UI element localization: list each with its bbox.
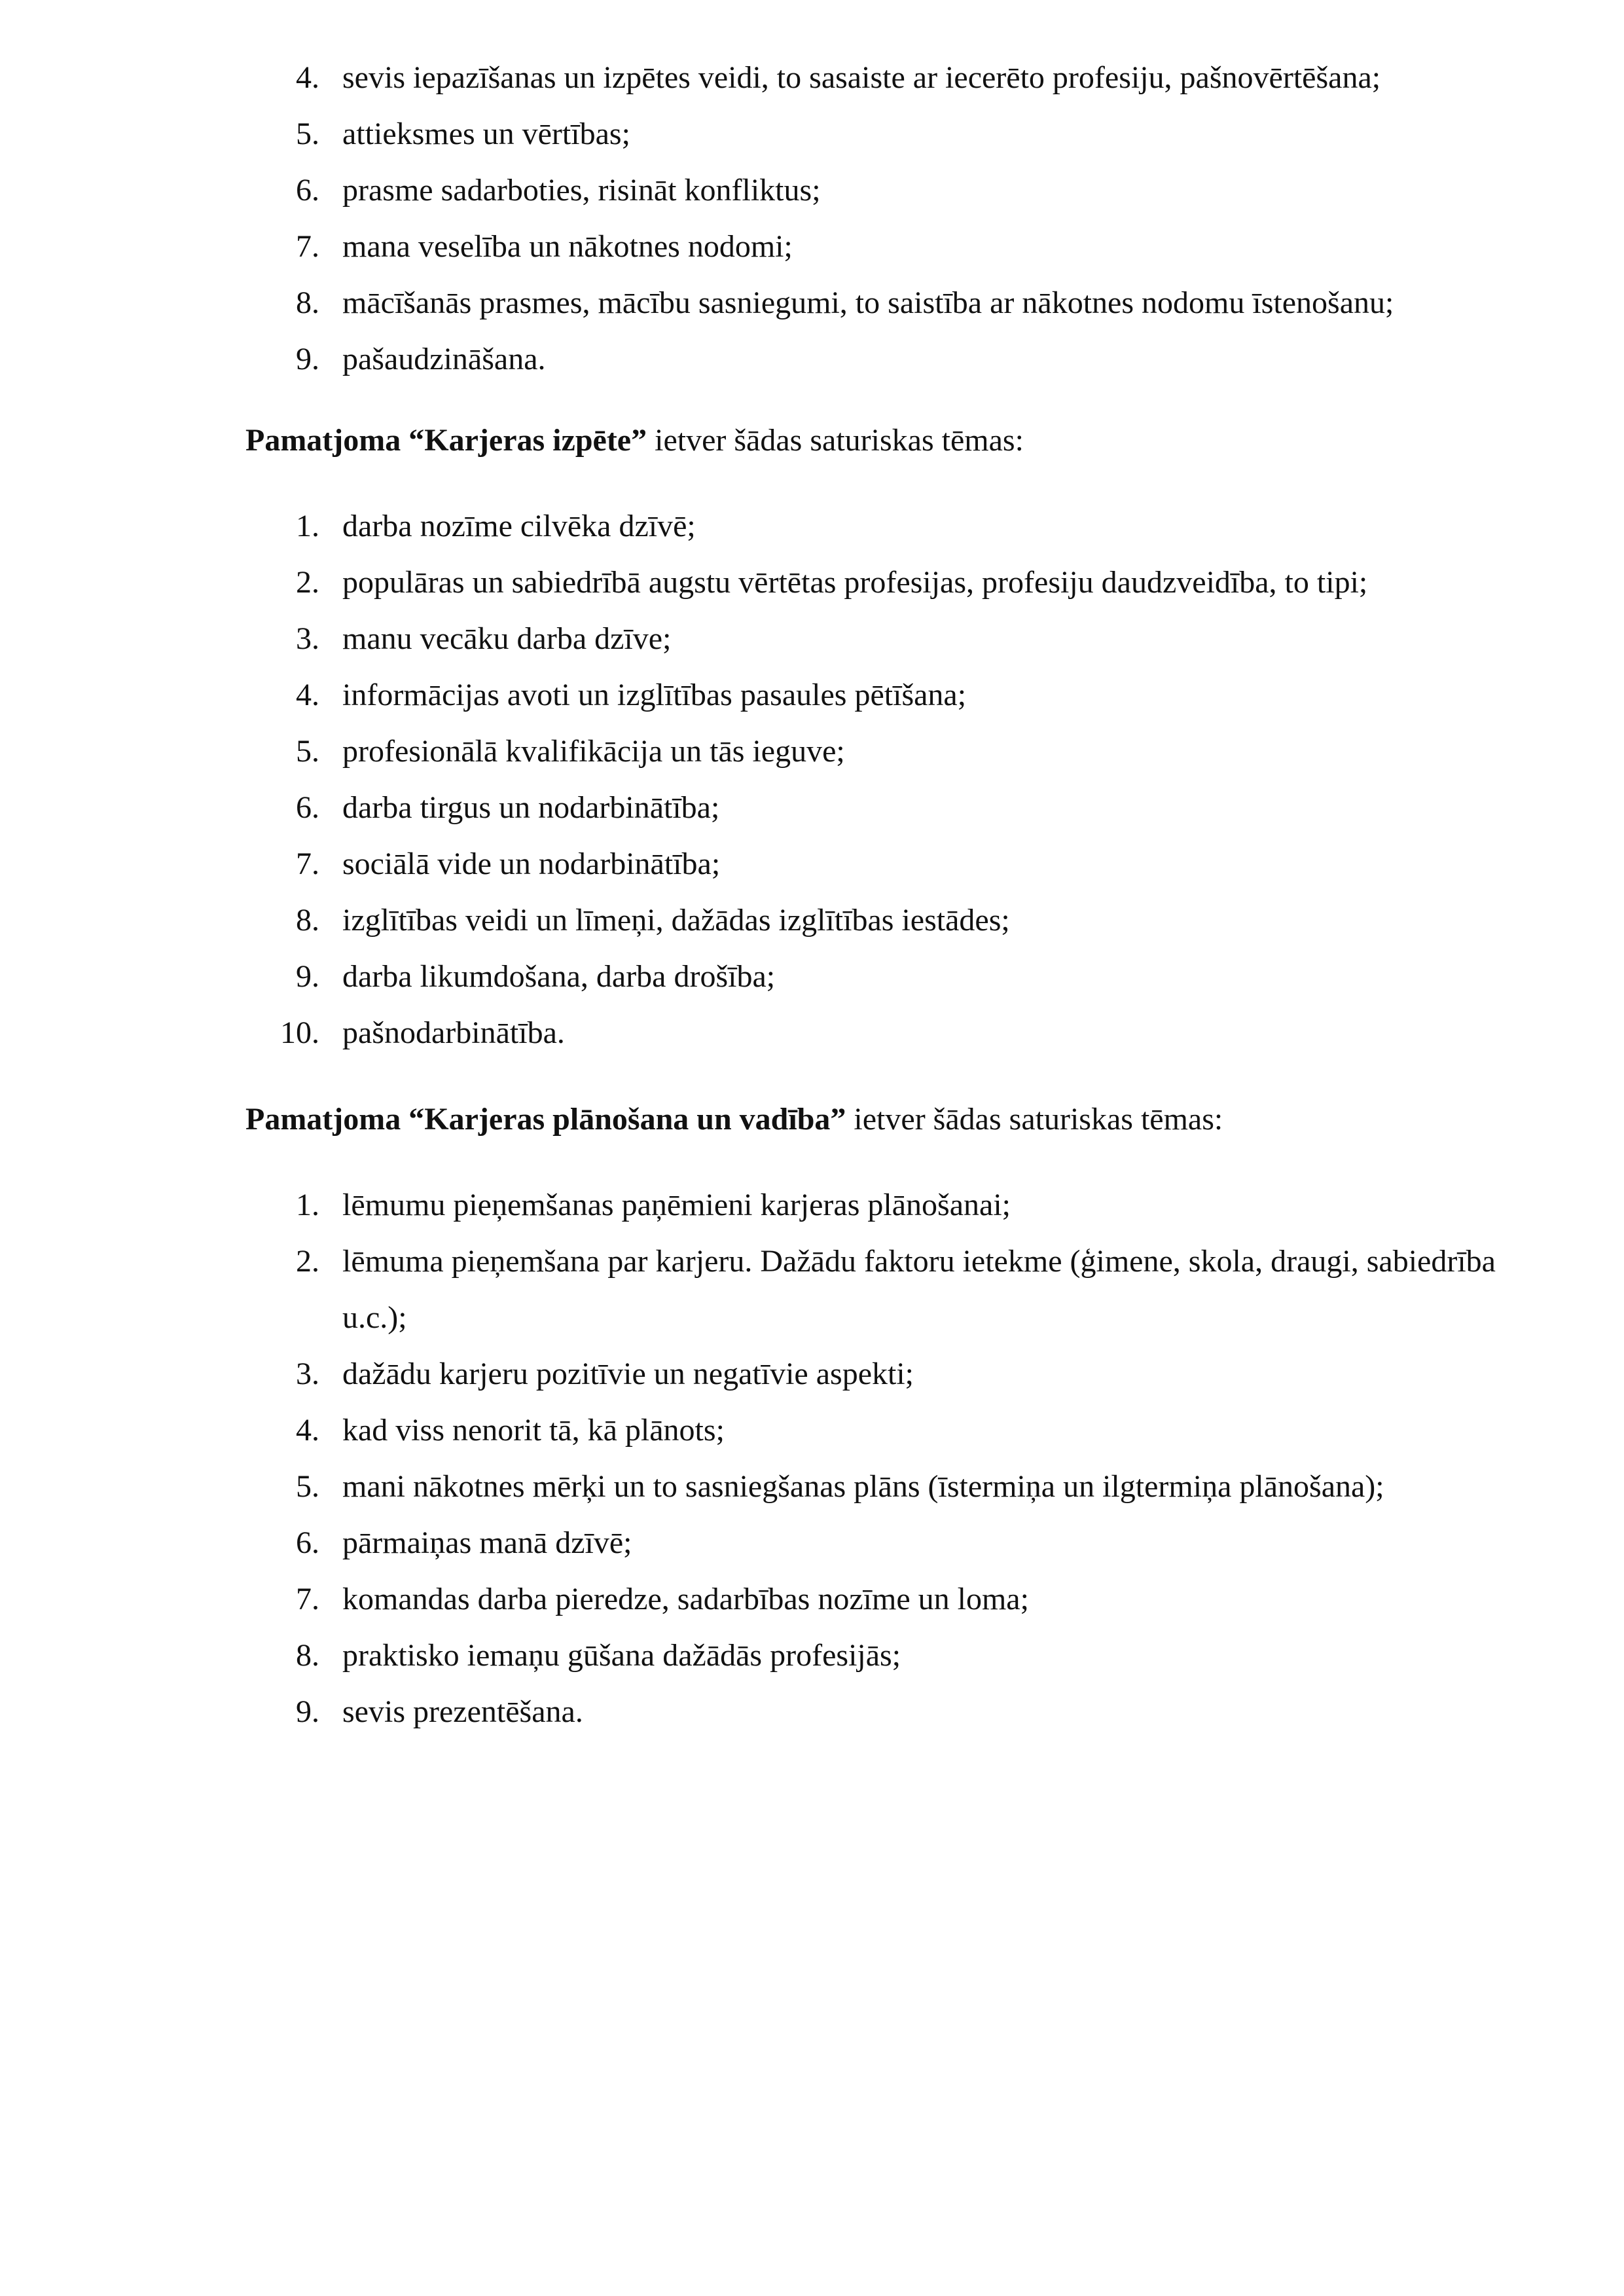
list-item — [0, 275, 1624, 331]
list-text: lēmumu pieņemšanas paņēmieni karjeras plānošanai; — [342, 1188, 1011, 1222]
list-item — [0, 331, 1624, 388]
list-text: izglītības veidi un līmeņi, dažādas izglītības iestādes; — [342, 903, 1010, 938]
list-text: sevis iepazīšanas un izpētes veidi, to sasaiste ar iecerēto profesiju, pašnovērtēšana; — [342, 60, 1381, 95]
list-text: prasme sadarboties, risināt konfliktus; — [342, 173, 821, 208]
list-text: manu vecāku darba dzīve; — [342, 621, 672, 656]
list-text: praktisko iemaņu gūšana dažādās profesijās; — [342, 1638, 901, 1673]
self-knowledge-list — [0, 50, 1624, 388]
list-item — [0, 162, 1624, 219]
list-item — [0, 836, 1624, 892]
list-item — [0, 1402, 1624, 1459]
list-text: kad viss nenorit tā, kā plānots; — [342, 1413, 725, 1448]
list-number: 6. — [296, 790, 319, 825]
list-text: pašnodarbinātība. — [342, 1015, 565, 1050]
list-number: 2. — [296, 565, 319, 600]
list-text: darba likumdošana, darba drošība; — [342, 959, 776, 994]
list-number: 8. — [296, 903, 319, 938]
heading-prefix: Pamatjoma — [245, 423, 409, 458]
list-item — [0, 611, 1624, 667]
list-item — [0, 1459, 1624, 1515]
list-text: informācijas avoti un izglītības pasaules pētīšana; — [342, 678, 967, 712]
list-item — [0, 780, 1624, 836]
list-text: mana veselība un nākotnes nodomi; — [342, 229, 793, 264]
list-number: 4. — [296, 678, 319, 712]
list-text: sevis prezentēšana. — [342, 1694, 583, 1729]
list-text: dažādu karjeru pozitīvie un negatīvie aspekti; — [342, 1357, 914, 1391]
list-number: 2. — [296, 1244, 319, 1279]
heading-suffix: ietver šādas saturiskas tēmas: — [647, 423, 1024, 458]
career-planning-list — [0, 1177, 1624, 1740]
list-text: populāras un sabiedrībā augstu vērtētas profesijas, profesiju daudzveidība, to tipi; — [342, 565, 1368, 600]
list-item — [0, 723, 1624, 780]
list-text: attieksmes un vērtības; — [342, 117, 630, 151]
list-text: komandas darba pieredze, sadarbības nozīme un loma; — [342, 1582, 1029, 1616]
list-number: 5. — [296, 734, 319, 769]
list-number: 9. — [296, 959, 319, 994]
list-text: darba nozīme cilvēka dzīvē; — [342, 509, 696, 543]
section-heading-career-planning — [245, 1091, 1223, 1148]
list-number: 8. — [296, 285, 319, 320]
list-number: 10. — [280, 1015, 319, 1050]
list-number: 4. — [296, 1413, 319, 1448]
list-item — [0, 1346, 1624, 1402]
list-text: sociālā vide un nodarbinātība; — [342, 847, 721, 881]
list-number: 6. — [296, 1525, 319, 1560]
list-text: pašaudzināšana. — [342, 342, 546, 376]
list-number: 1. — [296, 1188, 319, 1222]
list-text: lēmuma pieņemšana par karjeru. Dažādu faktoru ietekme (ģimene, skola, draugi, sabiedrība u.c.); — [342, 1244, 1496, 1335]
list-number: 7. — [296, 847, 319, 881]
list-item — [0, 1628, 1624, 1684]
list-item — [0, 219, 1624, 275]
list-item — [0, 1177, 1624, 1233]
list-item — [0, 555, 1624, 611]
list-number: 4. — [296, 60, 319, 95]
list-item — [0, 498, 1624, 555]
heading-title: “Karjeras izpēte” — [408, 423, 647, 458]
list-item — [0, 50, 1624, 106]
list-item — [0, 1005, 1624, 1061]
list-text: pārmaiņas manā dzīvē; — [342, 1525, 632, 1560]
list-number: 6. — [296, 173, 319, 208]
list-number: 7. — [296, 1582, 319, 1616]
list-item — [0, 1233, 1624, 1346]
list-number: 1. — [296, 509, 319, 543]
list-number: 3. — [296, 621, 319, 656]
heading-prefix: Pamatjoma — [245, 1102, 409, 1137]
list-number: 8. — [296, 1638, 319, 1673]
list-number: 3. — [296, 1357, 319, 1391]
list-text: profesionālā kvalifikācija un tās ieguve; — [342, 734, 845, 769]
list-number: 5. — [296, 117, 319, 151]
list-item — [0, 1684, 1624, 1740]
list-number: 9. — [296, 342, 319, 376]
list-item — [0, 1515, 1624, 1571]
list-item — [0, 667, 1624, 723]
heading-title: “Karjeras plānošana un vadība” — [408, 1102, 846, 1137]
list-item — [0, 1571, 1624, 1628]
section-heading-career-research — [245, 412, 1024, 469]
list-item — [0, 106, 1624, 162]
list-text: mani nākotnes mērķi un to sasniegšanas plāns (īstermiņa un ilgtermiņa plānošana); — [342, 1469, 1384, 1504]
list-item — [0, 892, 1624, 949]
heading-suffix: ietver šādas saturiskas tēmas: — [846, 1102, 1223, 1137]
list-text: darba tirgus un nodarbinātība; — [342, 790, 720, 825]
list-text: mācīšanās prasmes, mācību sasniegumi, to saistība ar nākotnes nodomu īstenošanu; — [342, 285, 1394, 320]
list-item — [0, 949, 1624, 1005]
list-number: 9. — [296, 1694, 319, 1729]
career-research-list — [0, 498, 1624, 1061]
list-number: 5. — [296, 1469, 319, 1504]
list-number: 7. — [296, 229, 319, 264]
